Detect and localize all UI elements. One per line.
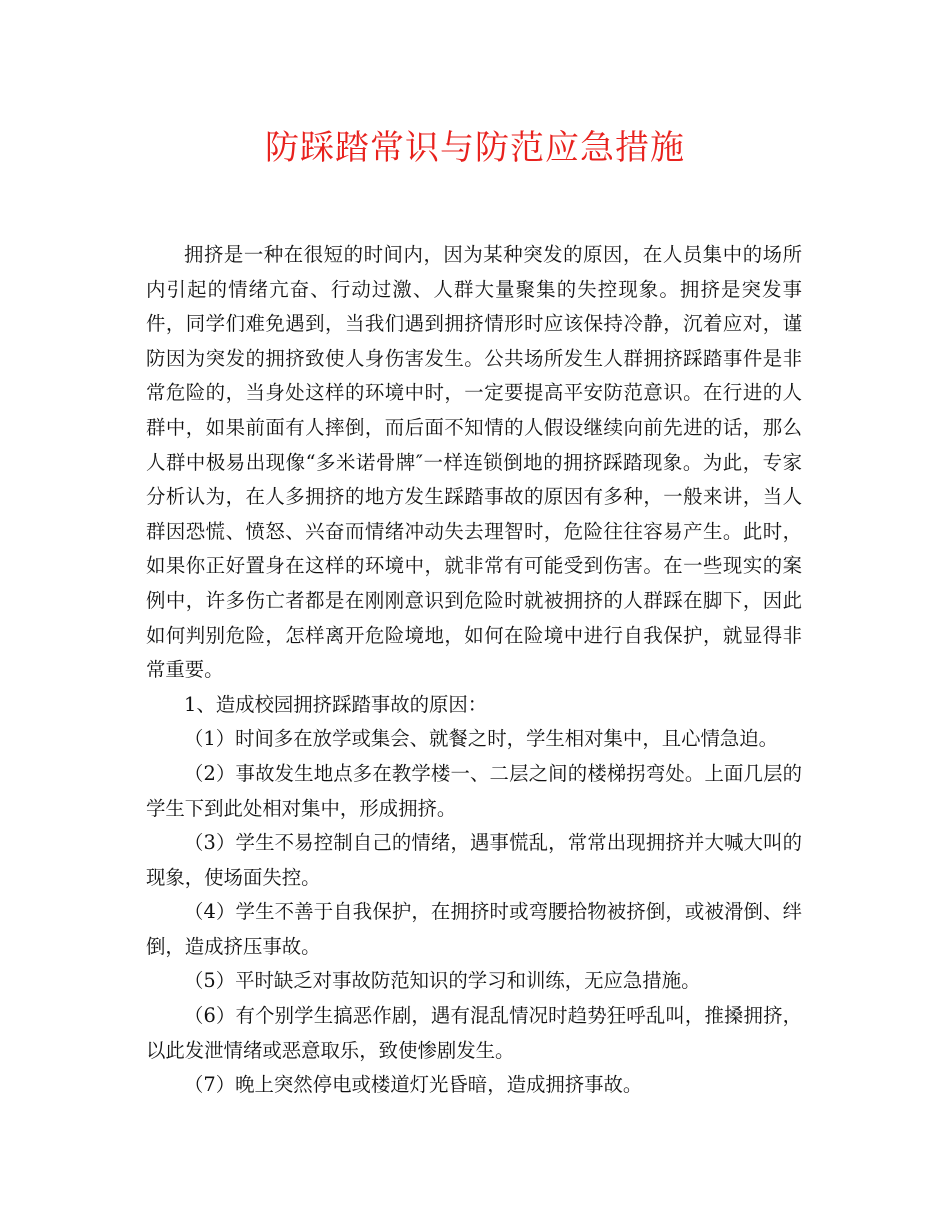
cause-item-2: （2）事故发生地点多在教学楼一、二层之间的楼梯拐弯处。上面几层的学生下到此处相对集中，形成拥挤。 bbox=[146, 761, 802, 820]
cause-item-3: （3）学生不易控制自己的情绪，遇事慌乱，常常出现拥挤并大喊大叫的现象，使场面失控。 bbox=[146, 831, 802, 889]
cause-item-5: （5）平时缺乏对事故防范知识的学习和训练，无应急措施。 bbox=[184, 969, 701, 993]
document-body bbox=[146, 238, 802, 1103]
cause-item-1: （1）时间多在放学或集会、就餐之时，学生相对集中，且心情急迫。 bbox=[184, 727, 779, 751]
document-title: 防踩踏常识与防范应急措施 bbox=[265, 128, 685, 168]
intro-paragraph: 拥挤是一种在很短的时间内，因为某种突发的原因，在人员集中的场所内引起的情绪亢奋、行动过激、人群大量聚集的失控现象。拥挤是突发事件，同学们难免遇到，当我们遇到拥挤情形时应该保持冷静，沉着应对，谨防因为突发的拥挤致使人身伤害发生。公共场所发生人群拥挤踩踏事件是非常危险的，当身处这样的环境中时，一定要提高平安防范意识。在行进的人群中，如果前面有人摔倒，而后面不知情的人假设继续向前先进的话，那么人群中极易出现像“多米诺骨牌″一样连锁倒地的拥挤踩踏现象。为此，专家分析认为，在人多拥挤的地方发生踩踏事故的原因有多种，一般来讲，当人群因恐慌、愤怒、兴奋而情绪冲动失去理智时，危险往往容易产生。此时，如果你正好置身在这样的环境中，就非常有可能受到伤害。在一些现实的案例中，许多伤亡者都是在刚刚意识到危险时就被拥挤的人群踩在脚下，因此如何判别危险，怎样离开危险境地，如何在险境中进行自我保护，就显得非常重要。 bbox=[146, 243, 802, 682]
cause-item-7: （7）晚上突然停电或楼道灯光昏暗，造成拥挤事故。 bbox=[184, 1073, 643, 1097]
section-heading-causes: 1、造成校园拥挤踩踏事故的原因： bbox=[184, 692, 488, 716]
cause-item-6: （6）有个别学生搞恶作剧，遇有混乱情况时趋势狂呼乱叫，推搡拥挤，以此发泄情绪或恶意取乐，致使惨剧发生。 bbox=[146, 1004, 802, 1062]
cause-item-4: （4）学生不善于自我保护，在拥挤时或弯腰拾物被挤倒，或被滑倒、绊倒，造成挤压事故。 bbox=[146, 900, 802, 958]
